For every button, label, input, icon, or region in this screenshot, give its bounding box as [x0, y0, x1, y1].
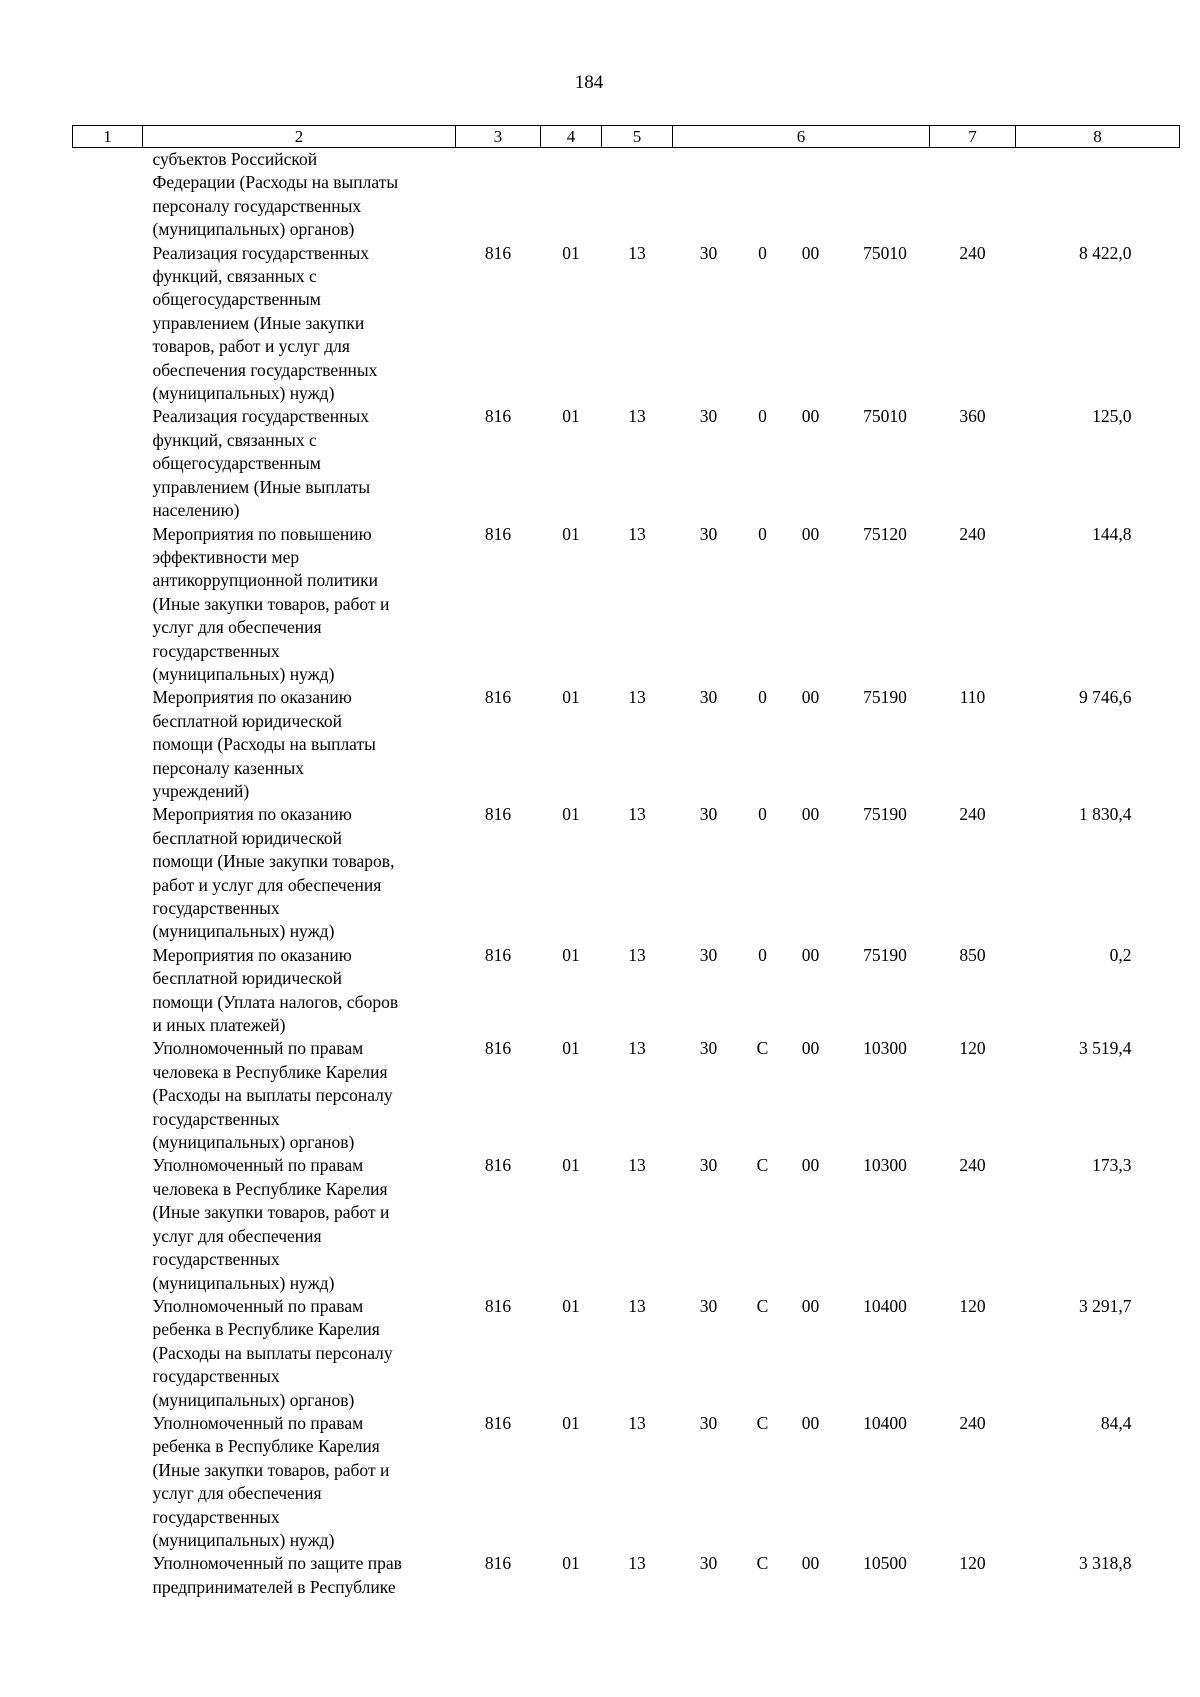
subprogram-code: С	[756, 1038, 769, 1059]
table-row	[73, 1412, 1180, 1552]
amount: 144,8	[1092, 523, 1132, 544]
budget-table	[72, 125, 1180, 1599]
event-code: 00	[801, 1295, 820, 1316]
desc-line: (муниципальных) нужд)	[152, 663, 335, 684]
cell-col-1	[73, 1154, 143, 1294]
program-code: 30	[699, 1553, 718, 1574]
desc-line: (Иные закупки товаров, работ и	[152, 1202, 390, 1223]
row-description	[143, 405, 456, 522]
amount: 125,0	[1092, 406, 1132, 427]
cell-col-1	[73, 1412, 143, 1552]
desc-line: человека в Республике Карелия	[152, 1178, 388, 1199]
cell-col-1	[73, 686, 143, 803]
desc-line: бесплатной юридической	[152, 827, 343, 848]
amount: 173,3	[1092, 1155, 1132, 1176]
desc-line: помощи (Иные закупки товаров,	[152, 851, 395, 872]
header-col-3: 3	[456, 126, 541, 148]
table-row	[73, 242, 1180, 406]
desc-line: Уполномоченный по защите прав	[152, 1553, 402, 1574]
ministry-code: 816	[484, 804, 512, 825]
event-code: 00	[801, 406, 820, 427]
target-article-code	[673, 1412, 930, 1552]
event-code: 00	[801, 1553, 820, 1574]
program-code: 30	[699, 1412, 718, 1433]
event-code: 00	[801, 1038, 820, 1059]
ministry-code: 816	[484, 687, 512, 708]
section-code: 01	[562, 804, 580, 825]
subprogram-code: С	[756, 1295, 769, 1316]
desc-line: предпринимателей в Республике	[152, 1576, 396, 1597]
target-article-parts	[673, 944, 930, 967]
amount: 3 291,7	[1079, 1295, 1132, 1316]
desc-line: общегосударственным	[152, 453, 321, 474]
desc-line: (Иные закупки товаров, работ и	[152, 1459, 390, 1480]
subsection-code: 13	[628, 242, 646, 263]
target-article-code	[673, 1295, 930, 1412]
header-col-7: 7	[930, 126, 1016, 148]
continuation-text	[143, 148, 456, 242]
desc-line: государственных	[152, 1108, 280, 1129]
ministry-code: 816	[484, 1412, 512, 1433]
desc-line: ребенка в Республике Карелия	[152, 1319, 380, 1340]
desc-line: эффективности мер	[152, 546, 300, 567]
desc-line: персоналу государственных	[152, 195, 362, 216]
expense-type-code: 120	[959, 1553, 986, 1574]
target-article-parts	[673, 523, 930, 546]
desc-line: услуг для обеспечения	[152, 617, 322, 638]
row-description	[143, 803, 456, 943]
ministry-code: 816	[484, 523, 512, 544]
section-code: 01	[562, 1295, 580, 1316]
cell-col-1	[73, 1552, 143, 1599]
program-code: 30	[699, 804, 718, 825]
event-code: 00	[801, 1412, 820, 1433]
desc-line: (муниципальных) органов)	[152, 219, 355, 240]
amount: 1 830,4	[1079, 804, 1132, 825]
desc-line: антикоррупционной политики	[152, 570, 378, 591]
desc-line: Мероприятия по оказанию	[152, 687, 352, 708]
expense-type-code: 360	[959, 406, 986, 427]
cell-col-1	[73, 944, 143, 1038]
desc-line: Федерации (Расходы на выплаты	[152, 172, 399, 193]
subsection-code: 13	[628, 804, 646, 825]
target-article-parts	[673, 686, 930, 709]
desc-line: ребенка в Республике Карелия	[152, 1436, 380, 1457]
target-article-code	[673, 242, 930, 406]
direction-code: 75190	[863, 944, 907, 965]
section-code: 01	[562, 523, 580, 544]
subprogram-code: С	[756, 1412, 769, 1433]
desc-line: услуг для обеспечения	[152, 1483, 322, 1504]
ministry-code: 816	[484, 242, 512, 263]
program-code: 30	[699, 1038, 718, 1059]
table-row	[73, 1552, 1180, 1599]
direction-code: 75010	[863, 406, 907, 427]
amount: 8 422,0	[1079, 242, 1132, 263]
section-code: 01	[562, 406, 580, 427]
expense-type-code: 240	[959, 804, 986, 825]
event-code: 00	[801, 242, 820, 263]
page-number: 184	[574, 72, 604, 93]
subprogram-code: С	[756, 1155, 769, 1176]
cell-col-1	[73, 405, 143, 522]
desc-line: населению)	[152, 500, 240, 521]
desc-line: государственных	[152, 898, 280, 918]
amount: 9 746,6	[1079, 687, 1132, 708]
desc-line: работ и услуг для обеспечения	[152, 874, 382, 895]
table-row	[73, 686, 1180, 803]
program-code: 30	[699, 523, 718, 544]
row-description	[143, 1154, 456, 1294]
expense-type-code: 110	[959, 687, 986, 708]
event-code: 00	[801, 523, 820, 544]
ministry-code: 816	[484, 944, 512, 965]
direction-code: 75120	[863, 523, 907, 544]
subprogram-code: 0	[758, 406, 767, 427]
subsection-code: 13	[628, 406, 646, 427]
target-article-parts	[673, 1295, 930, 1318]
section-code: 01	[562, 687, 580, 708]
target-article-code	[673, 1552, 930, 1599]
desc-line: бесплатной юридической	[152, 968, 343, 989]
ministry-code: 816	[484, 1155, 512, 1176]
subsection-code: 13	[628, 1412, 646, 1433]
desc-line: функций, связанных с	[152, 429, 317, 450]
header-col-6: 6	[673, 126, 930, 148]
target-article-parts	[673, 1154, 930, 1177]
cell-col-1	[73, 803, 143, 943]
direction-code: 10500	[863, 1553, 907, 1574]
expense-type-code: 120	[959, 1038, 986, 1059]
row-description	[143, 1412, 456, 1552]
subprogram-code: 0	[758, 242, 767, 263]
ministry-code: 816	[484, 1038, 512, 1059]
direction-code: 10300	[863, 1038, 907, 1059]
header-col-4: 4	[541, 126, 602, 148]
desc-line: Реализация государственных	[152, 406, 369, 427]
expense-type-code: 240	[959, 523, 986, 544]
subsection-code: 13	[628, 1553, 646, 1574]
row-description	[143, 944, 456, 1038]
row-description	[143, 686, 456, 803]
header-col-1: 1	[73, 126, 143, 148]
section-code: 01	[562, 1553, 580, 1574]
target-article-code	[673, 1037, 930, 1154]
desc-line: обеспечения государственных	[152, 359, 378, 380]
desc-line: учреждений)	[152, 780, 250, 801]
desc-line: Мероприятия по оказанию	[152, 804, 352, 825]
row-description	[143, 1295, 456, 1412]
desc-line: субъектов Российской	[152, 149, 318, 169]
desc-line: государственных	[152, 1249, 280, 1270]
desc-line: помощи (Уплата налогов, сборов	[152, 991, 399, 1012]
target-article-code	[673, 803, 930, 943]
desc-line: человека в Республике Карелия	[152, 1061, 388, 1082]
row-description	[143, 1552, 456, 1599]
cell-col-1	[73, 523, 143, 687]
event-code: 00	[801, 804, 820, 825]
table-row	[73, 405, 1180, 522]
desc-line: общегосударственным	[152, 289, 321, 310]
desc-line: бесплатной юридической	[152, 710, 343, 731]
desc-line: управлением (Иные закупки	[152, 312, 365, 333]
desc-line: Мероприятия по оказанию	[152, 944, 352, 965]
amount: 0,2	[1109, 944, 1132, 965]
desc-line: (муниципальных) органов)	[152, 1389, 355, 1410]
desc-line: и иных платежей)	[152, 1015, 286, 1036]
ministry-code: 816	[484, 406, 512, 427]
subsection-code: 13	[628, 1295, 646, 1316]
section-code: 01	[562, 944, 580, 965]
ministry-code: 816	[484, 1553, 512, 1574]
desc-line: (Расходы на выплаты персоналу	[152, 1342, 393, 1363]
desc-line: Уполномоченный по правам	[152, 1295, 364, 1316]
table-row	[73, 944, 1180, 1038]
subsection-code: 13	[628, 944, 646, 965]
program-code: 30	[699, 687, 718, 708]
amount: 3 318,8	[1079, 1553, 1132, 1574]
direction-code: 10400	[863, 1295, 907, 1316]
header-col-8: 8	[1016, 126, 1180, 148]
target-article-code	[673, 686, 930, 803]
event-code: 00	[801, 687, 820, 708]
event-code: 00	[801, 944, 820, 965]
header-col-2: 2	[143, 126, 456, 148]
desc-line: (муниципальных) нужд)	[152, 1529, 335, 1550]
desc-line: (муниципальных) нужд)	[152, 921, 335, 942]
subprogram-code: 0	[758, 944, 767, 965]
continuation-row	[73, 148, 1180, 242]
target-article-parts	[673, 1552, 930, 1575]
target-article-parts	[673, 803, 930, 826]
target-article-parts	[673, 1412, 930, 1435]
program-code: 30	[699, 1155, 718, 1176]
program-code: 30	[699, 242, 718, 263]
desc-line: управлением (Иные выплаты	[152, 476, 371, 497]
direction-code: 75010	[863, 242, 907, 263]
program-code: 30	[699, 944, 718, 965]
target-article-code	[673, 405, 930, 522]
subprogram-code: 0	[758, 523, 767, 544]
section-code: 01	[562, 242, 580, 263]
table-row	[73, 1037, 1180, 1154]
desc-line: государственных	[152, 1506, 280, 1527]
table-row	[73, 1154, 1180, 1294]
desc-line: Реализация государственных	[152, 242, 369, 263]
desc-line: помощи (Расходы на выплаты	[152, 734, 376, 755]
expense-type-code: 850	[959, 944, 986, 965]
target-article-parts	[673, 1037, 930, 1060]
cell-col-1	[73, 1295, 143, 1412]
desc-line: (муниципальных) органов)	[152, 1132, 355, 1153]
expense-type-code: 240	[959, 1155, 986, 1176]
program-code: 30	[699, 1295, 718, 1316]
subprogram-code: 0	[758, 687, 767, 708]
desc-line: Мероприятия по повышению	[152, 523, 372, 544]
target-article-parts	[673, 242, 930, 265]
table-row	[73, 1295, 1180, 1412]
amount: 3 519,4	[1079, 1038, 1132, 1059]
direction-code: 10300	[863, 1155, 907, 1176]
desc-line: Уполномоченный по правам	[152, 1412, 364, 1433]
expense-type-code: 240	[959, 1412, 986, 1433]
desc-line: персоналу казенных	[152, 757, 304, 778]
desc-line: функций, связанных с	[152, 266, 317, 287]
section-code: 01	[562, 1412, 580, 1433]
subsection-code: 13	[628, 1038, 646, 1059]
program-code: 30	[699, 406, 718, 427]
expense-type-code: 120	[959, 1295, 986, 1316]
direction-code: 75190	[863, 687, 907, 708]
direction-code: 10400	[863, 1412, 907, 1433]
amount: 84,4	[1100, 1412, 1132, 1433]
section-code: 01	[562, 1155, 580, 1176]
subprogram-code: 0	[758, 804, 767, 825]
subsection-code: 13	[628, 523, 646, 544]
target-article-parts	[673, 405, 930, 428]
row-description	[143, 1037, 456, 1154]
target-article-code	[673, 523, 930, 687]
ministry-code: 816	[484, 1295, 512, 1316]
table-row	[73, 523, 1180, 687]
table-body	[73, 148, 1180, 1600]
row-description	[143, 242, 456, 406]
desc-line: (муниципальных) нужд)	[152, 1272, 335, 1293]
desc-line: товаров, работ и услуг для	[152, 336, 350, 357]
desc-line: (муниципальных) нужд)	[152, 383, 335, 404]
event-code: 00	[801, 1155, 820, 1176]
section-code: 01	[562, 1038, 580, 1059]
row-description	[143, 523, 456, 687]
desc-line: (Иные закупки товаров, работ и	[152, 593, 390, 614]
subprogram-code: С	[756, 1553, 769, 1574]
desc-line: Уполномоченный по правам	[152, 1038, 364, 1059]
desc-line: государственных	[152, 1366, 280, 1387]
desc-line: (Расходы на выплаты персоналу	[152, 1085, 393, 1106]
target-article-code	[673, 944, 930, 1038]
table-header	[73, 126, 1180, 148]
direction-code: 75190	[863, 804, 907, 825]
header-col-5: 5	[602, 126, 673, 148]
desc-line: услуг для обеспечения	[152, 1225, 322, 1246]
table-row	[73, 803, 1180, 943]
subsection-code: 13	[628, 1155, 646, 1176]
desc-line: Уполномоченный по правам	[152, 1155, 364, 1176]
cell-col-1	[73, 1037, 143, 1154]
cell-col-1	[73, 242, 143, 406]
target-article-code	[673, 1154, 930, 1294]
expense-type-code: 240	[959, 242, 986, 263]
subsection-code: 13	[628, 687, 646, 708]
desc-line: государственных	[152, 640, 280, 661]
